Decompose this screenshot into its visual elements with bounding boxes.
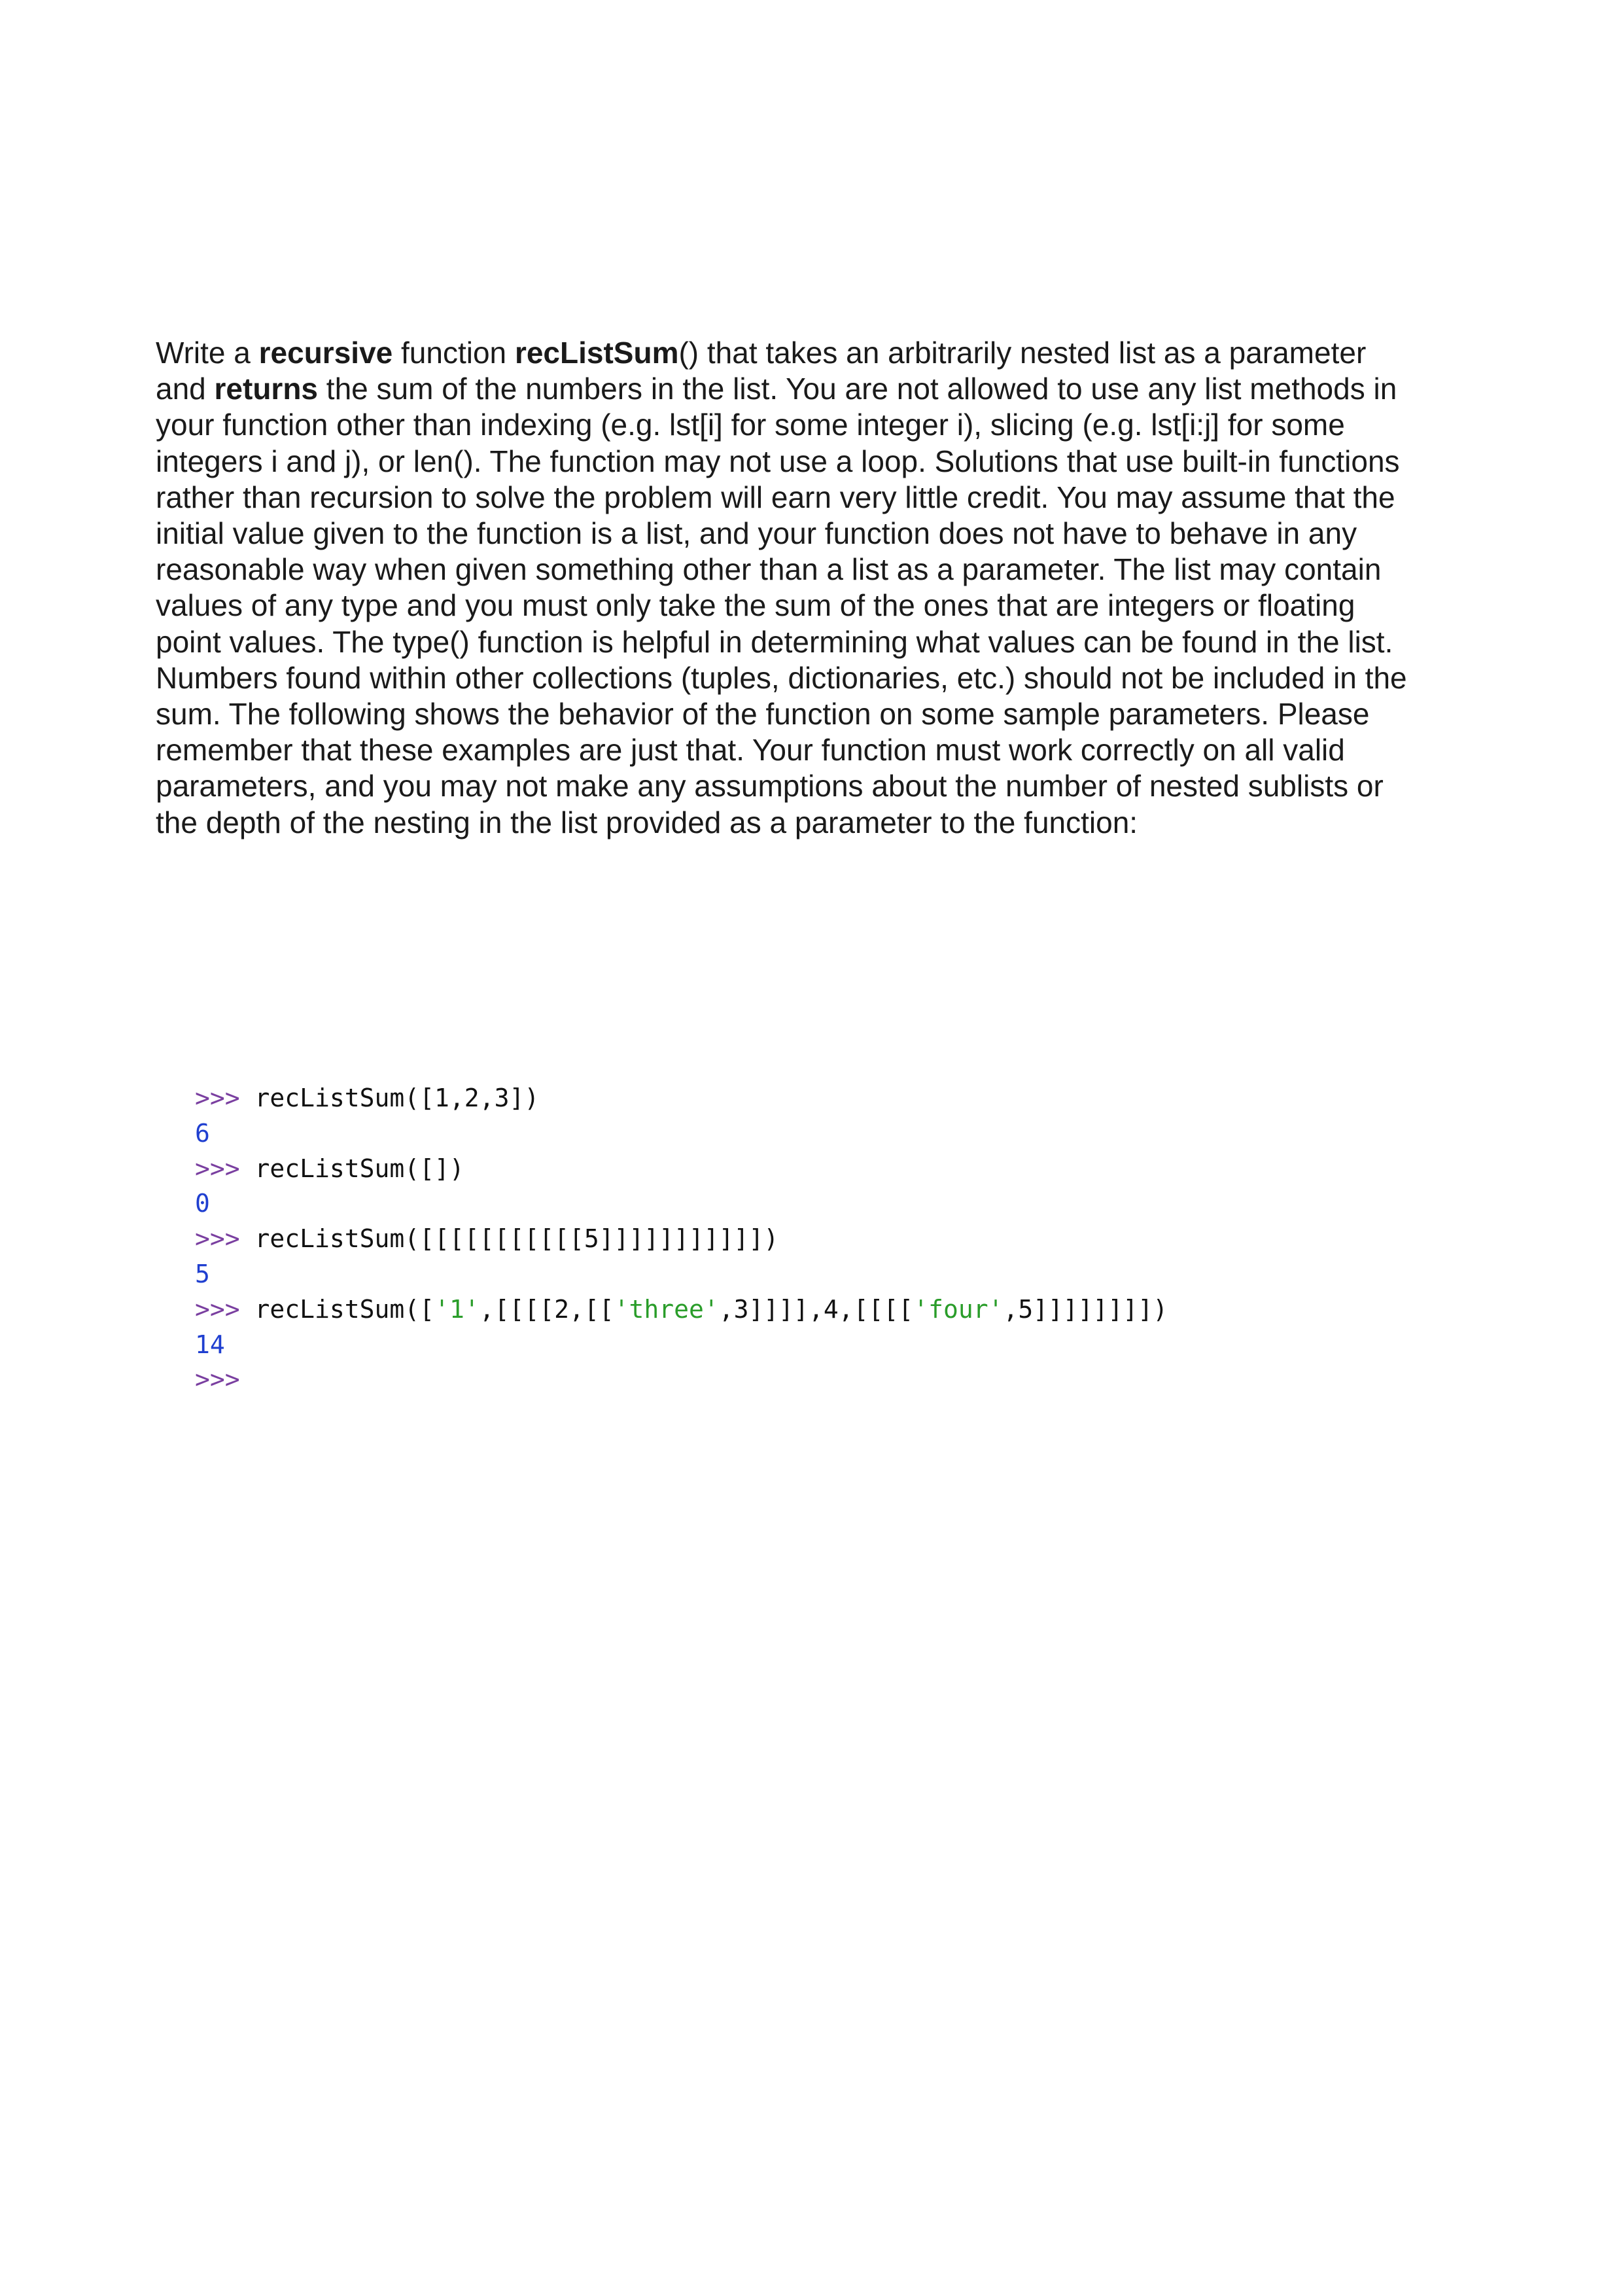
string-literal: '1' [434,1294,480,1324]
shell-command-line [195,1152,1168,1187]
text-line: rather than recursion to solve the problem will earn very little credit. You may assume that the [156,480,1395,514]
shell-command-part: ,3]]]],4,[[[[ [718,1294,914,1324]
problem-statement [156,335,1490,841]
text-line: integers i and j), or len(). The function may not use a loop. Solutions that use built-in functions [156,444,1400,478]
shell-command-part: ,[[[[2,[[ [479,1294,614,1324]
string-literal: 'three' [614,1294,719,1324]
text-run: the sum of the numbers in the list. You are not allowed to use any list methods in [318,372,1397,406]
text-line [156,335,1490,371]
shell-command: recListSum([1,2,3]) [254,1084,540,1112]
shell-command-line [195,1081,1168,1116]
text-line: your function other than indexing (e.g. lst[i] for some integer i), slicing (e.g. lst[i:j] for some [156,408,1345,442]
text-line: initial value given to the function is a list, and your function does not have to behave in any [156,516,1357,551]
text-line: values of any type and you must only take the sum of the ones that are integers or floating [156,588,1355,623]
shell-command-part: recListSum([ [254,1294,435,1324]
shell-command: recListSum([]) [254,1154,464,1183]
shell-command-part: ,5]]]]]]]]) [1003,1294,1168,1324]
shell-prompt: >>> [195,1154,255,1183]
text-run: function [393,336,515,370]
shell-final-prompt-line [195,1362,1168,1398]
text-line [156,371,1490,407]
shell-prompt: >>> [195,1084,255,1112]
text-run: () that takes an arbitrarily nested list as a parameter [678,336,1367,370]
shell-command-line [195,1222,1168,1257]
text-line: remember that these examples are just that. Your function must work correctly on all valid [156,733,1345,768]
text-line: reasonable way when given something other than a list as a parameter. The list may contain [156,552,1382,587]
text-line: point values. The type() function is helpful in determining what values can be found in the list. [156,624,1393,659]
text-run: Write a [156,336,259,370]
shell-output-line [195,1186,1168,1222]
text-line: parameters, and you may not make any assumptions about the number of nested sublists or [156,769,1384,804]
shell-prompt: >>> [195,1224,255,1254]
shell-output-line [195,1257,1168,1292]
shell-command: recListSum([[[[[[[[[[[5]]]]]]]]]]]) [254,1224,779,1254]
shell-command-line [195,1292,1168,1328]
shell-output: 0 [195,1189,210,1218]
python-shell-example [195,1081,1168,1398]
bold-term-function-name: recListSum [514,336,679,370]
shell-output: 6 [195,1118,210,1148]
text-line: sum. The following shows the behavior of the function on some sample parameters. Please [156,697,1370,732]
shell-output: 5 [195,1259,210,1288]
text-line: Numbers found within other collections (tuples, dictionaries, etc.) should not be included in the [156,660,1407,695]
shell-output-line [195,1328,1168,1363]
shell-prompt: >>> [195,1365,240,1394]
bold-term-recursive: recursive [258,336,393,370]
shell-output-line [195,1116,1168,1152]
text-line: the depth of the nesting in the list provided as a parameter to the function: [156,805,1138,839]
shell-prompt: >>> [195,1294,255,1324]
bold-term-returns: returns [214,372,319,406]
shell-output: 14 [195,1330,225,1359]
string-literal: 'four' [913,1294,1003,1324]
text-run: and [156,372,215,406]
